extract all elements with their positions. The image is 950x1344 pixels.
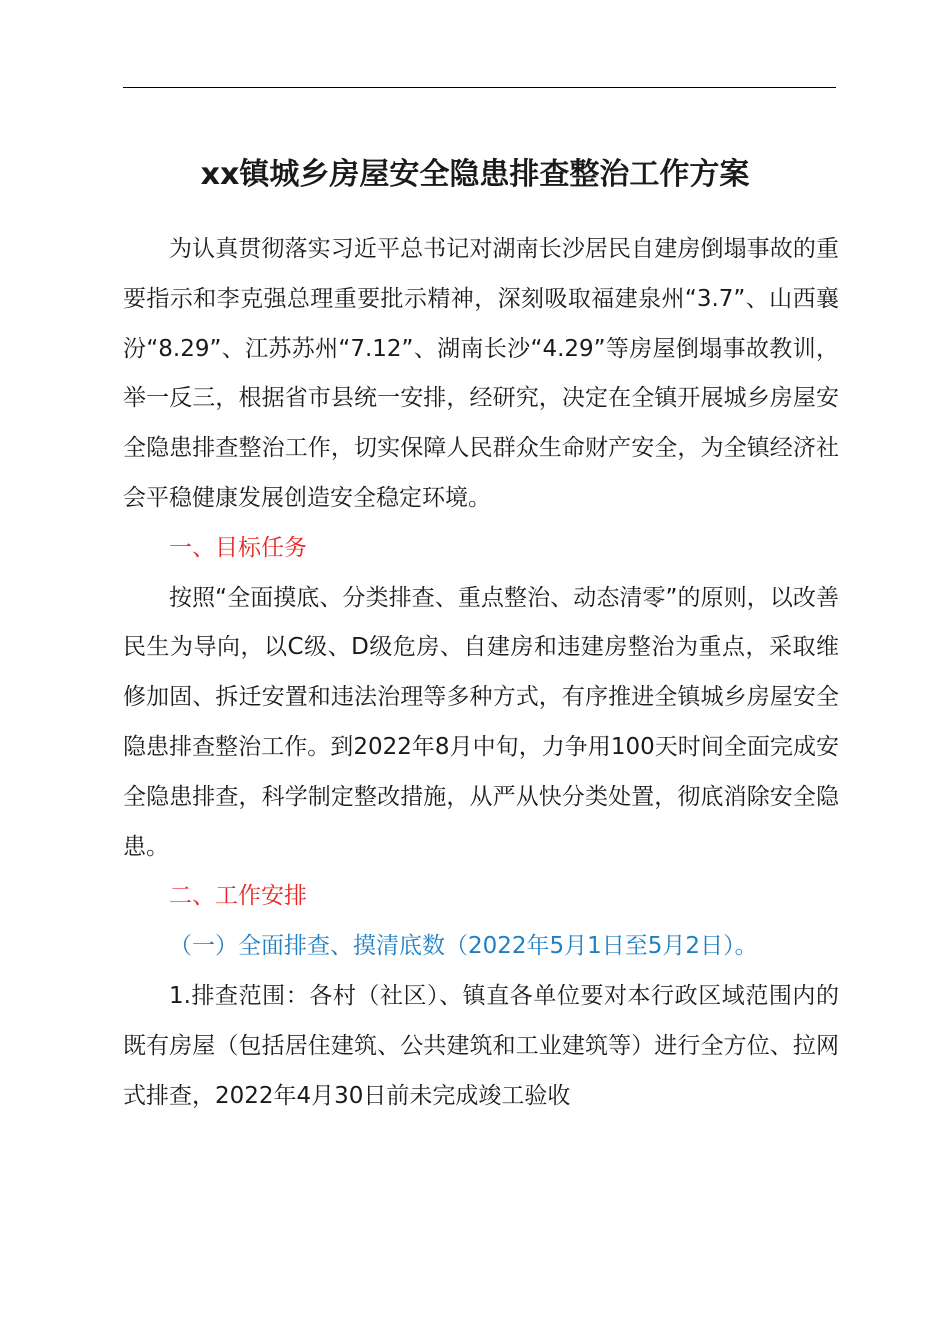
document-body bbox=[123, 225, 839, 1121]
paragraph-scope: 1.排查范围：各村（社区）、镇直各单位要对本行政区域范围内的既有房屋（包括居住建筑、公共建筑和工业建筑等）进行全方位、拉网式排查，2022年4月30日前未完成竣工验收 bbox=[123, 982, 839, 1109]
document-title: xx镇城乡房屋安全隐患排查整治工作方案 bbox=[200, 157, 750, 192]
heading-arrangements: 二、工作安排 bbox=[169, 883, 307, 910]
subheading-inspection: （一）全面排查、摸清底数（2022年5月1日至5月2日）。 bbox=[169, 933, 758, 960]
header-rule bbox=[123, 87, 836, 88]
heading-objectives: 一、目标任务 bbox=[169, 534, 307, 561]
paragraph-intro: 为认真贯彻落实习近平总书记对湖南长沙居民自建房倒塌事故的重要指示和李克强总理重要批示精神，深刻吸取福建泉州“3.7”、山西襄汾“8.29”、江苏苏州“7.12”、湖南长沙“4.29”等房屋倒塌事故教训，举一反三，根据省市县统一安排，经研究，决定在全镇开展城乡房屋安全隐患排查整治工作，切实保障人民群众生命财产安全，为全镇经济社会平稳健康发展创造安全稳定环境。 bbox=[123, 236, 839, 511]
paragraph-objectives: 按照“全面摸底、分类排查、重点整治、动态清零”的原则，以改善民生为导向，以C级、D级危房、自建房和违建房整治为重点，采取维修加固、拆迁安置和违法治理等多种方式，有序推进全镇城乡房屋安全隐患排查整治工作。到2022年8月中旬，力争用100天时间全面完成安全隐患排查，科学制定整改措施，从严从快分类处置，彻底消除安全隐患。 bbox=[123, 584, 839, 860]
